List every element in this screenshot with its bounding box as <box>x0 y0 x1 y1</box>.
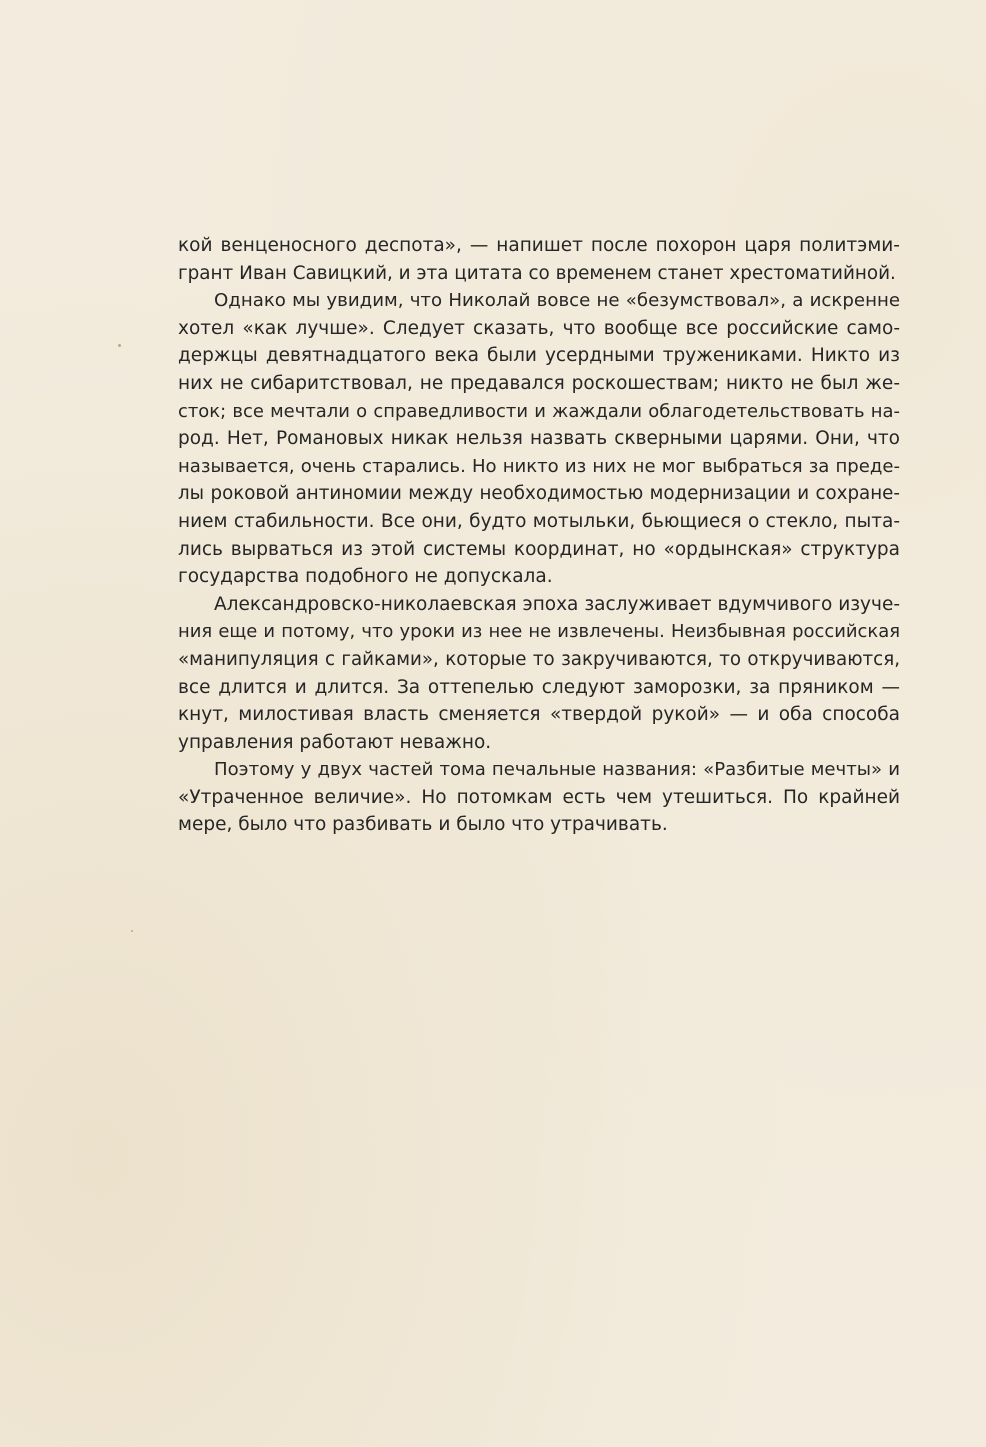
text-line: род. Нет, Романовых никак нельзя назвать скверными царями. Они, что <box>178 428 900 450</box>
text-line: ния еще и потому, что уроки из нее не извлечены. Неизбывная российская <box>178 621 900 643</box>
text-line: все длится и длится. За оттепелью следуют заморозки, за пряником — <box>178 676 900 698</box>
text-line: государства подобного не допускала. <box>178 566 553 588</box>
paper-speck <box>118 344 121 347</box>
text-line: Александровско-николаевская эпоха заслуживает вдумчивого изуче- <box>214 593 900 615</box>
text-line: называется, очень старались. Но никто из них не мог выбраться за преде- <box>178 455 900 477</box>
text-line: управления работают неважно. <box>178 731 492 753</box>
text-line: держцы девятнадцатого века были усердными тружениками. Никто из <box>178 345 900 367</box>
text-line: Поэтому у двух частей тома печальные названия: «Разбитые мечты» и <box>214 759 900 781</box>
text-line: сток; все мечтали о справедливости и жаждали облагодетельствовать на- <box>178 400 900 422</box>
text-line: нием стабильности. Все они, будто мотыльки, бьющиеся о стекло, пыта- <box>178 510 900 532</box>
text-line: них не сибаритствовал, не предавался роскошествам; никто не был же- <box>178 372 900 394</box>
text-line: лы роковой антиномии между необходимостью модернизации и сохране- <box>178 483 900 505</box>
text-line: Однако мы увидим, что Николай вовсе не «безумствовал», а искренне <box>214 290 900 312</box>
text-line: кнут, милостивая власть сменяется «твердой рукой» — и оба способа <box>178 704 900 726</box>
paper-speck <box>131 930 133 932</box>
text-line: мере, было что разбивать и было что утрачивать. <box>178 814 668 836</box>
text-line: «Утраченное величие». Но потомкам есть чем утешиться. По крайней <box>178 786 900 808</box>
text-line: лись вырваться из этой системы координат, но «ордынская» структура <box>178 538 900 560</box>
text-line: хотел «как лучше». Следует сказать, что вообще все российские само- <box>178 317 900 339</box>
text-line: грант Иван Савицкий, и эта цитата со временем станет хрестоматийной. <box>178 262 896 284</box>
text-line: кой венценосного деспота», — напишет после похорон царя политэми- <box>178 235 900 256</box>
text-line: «манипуляция с гайками», которые то закручиваются, то откручиваются, <box>178 648 900 670</box>
body-text <box>178 232 900 839</box>
